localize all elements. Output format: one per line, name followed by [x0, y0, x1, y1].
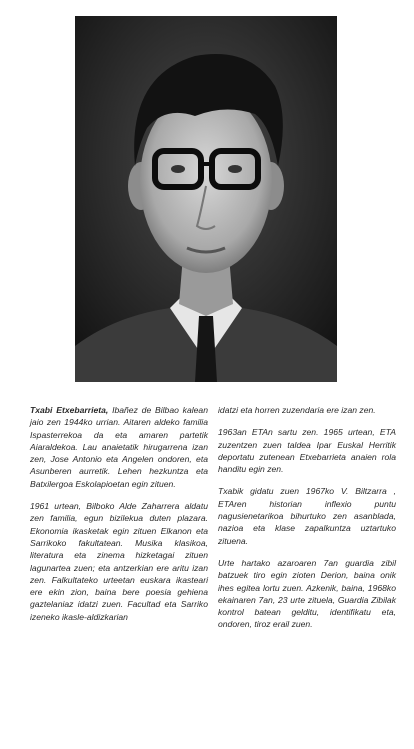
paragraph-text: idatzi eta horren zuzendaria ere izan zen.	[218, 405, 376, 415]
portrait-photo	[75, 16, 337, 382]
text-column-right	[218, 404, 396, 641]
paragraph-text: Urte hartako azaroaren 7an guardia zibil batzuek tiro egin zioten Derion, baina onik ihes egitea lortu zuen. Azkenik, baina, 1968ko ekainaren 7an, 23 urte zituela, Guardia Zibilak kontrol batean gelditu, identifikatu eta, ondoren, tiroz erail zuen.	[218, 557, 396, 630]
text-column-left	[30, 404, 208, 633]
paragraph-text: Txabik gidatu zuen 1967ko V. Biltzarra , ETAren historian inflexio puntu nagusienetarikoa bihurtuko zen asanbladа, nazioa eta klase zapalkuntza uztartuko zituena.	[218, 486, 396, 546]
paragraph-text: Ibañez de Bilbao kalean jaio zen 1944ko urrian. Aitaren aldeko familia Ispasterrekoa da eta amaren partetik Aiaraldekoa. Lau anaietatik hirugarrena izan zen, Jose Antonio eta Angelen ondoren, eta Asunberen aurretik. Lehen hezkuntza eta Batxilergoa Eskolapioetan egin zituen.	[30, 405, 208, 489]
lead-name: Txabi Etxebarrieta,	[30, 405, 109, 415]
portrait-illustration	[75, 16, 337, 382]
paragraph-text: 1961 urtean, Bilboko Alde Zaharrera aldatu zen familia, egun bizilekua duten plazara. Ekonomia ikasketak egin zituen Elkanon eta Sarrikoko fakultatean. Musika klasikoa, literatura eta zinema hizketagai zituen lagunartea zuen; eta antzerkian ere aritu izan zen. Falkultateko urteetan euskara ikasteari ere ekin zion, baina bere poesia gehiena gaztelaniaz idatzi zuen. Facultad eta Sarriko izeneko ikasle-aldizkarian	[30, 501, 208, 622]
paragraph-text: 1963an ETAn sartu zen. 1965 urtean, ETA zuzentzen zuen taldea Ipar Euskal Herritik deportatu zutenean Etxebarrieta anaien rola handitu egin zen.	[218, 427, 396, 475]
paragraph-intro	[30, 404, 208, 490]
